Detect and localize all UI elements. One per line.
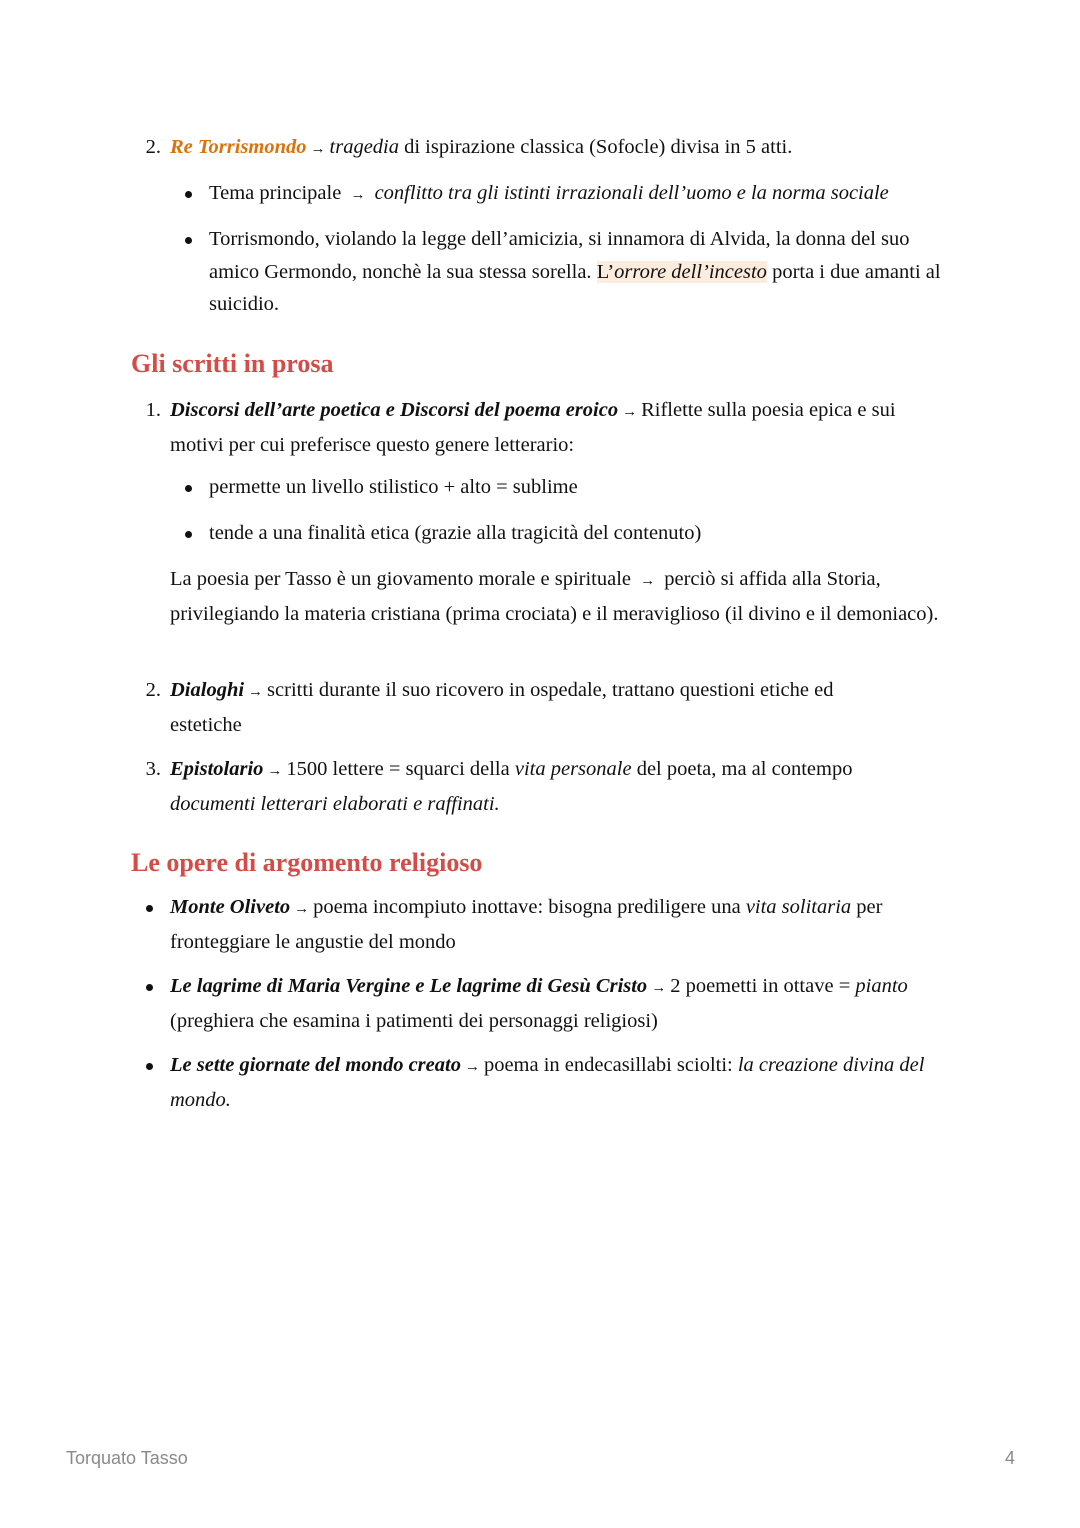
arrow-icon: → (622, 404, 638, 420)
text-run: per fronteggiare le angustie del mondo (170, 896, 883, 953)
text-run: Riflette sulla poesia epica e sui motivi per cui preferisce questo genere letterario: (170, 399, 896, 456)
text-run: La poesia per Tasso è un giovamento morale e spirituale (170, 568, 637, 590)
arrow-icon: → (310, 141, 326, 157)
sub-bullet (209, 517, 949, 550)
text-run: Monte Oliveto (170, 896, 291, 918)
bullet-icon (146, 1063, 153, 1070)
text-run: tende a una finalità etica (grazie alla tragicità del contenuto) (209, 522, 702, 544)
discorsi-item (170, 394, 930, 461)
text-run: Tema principale (209, 182, 347, 204)
text-run: conflitto tra gli istinti irrazionali dell’uomo e la norma sociale (369, 182, 889, 204)
arrow-icon: → (294, 901, 310, 917)
text-run: vita personale (514, 758, 632, 780)
text-run: (preghiera che esamina i patimenti dei personaggi religiosi) (170, 1009, 658, 1032)
arrow-icon: → (267, 763, 283, 779)
plot-bullet (209, 223, 944, 321)
text-run: poema in endecasillabi sciolti: (483, 1054, 738, 1076)
bullet-icon (185, 237, 192, 244)
sub-bullet (209, 471, 949, 504)
text-run: Le lagrime di Maria Vergine e Le lagrime di Gesù Cristo (170, 975, 648, 997)
arrow-icon: → (640, 573, 656, 589)
arrow-icon: → (651, 980, 667, 996)
text-run: Dialoghi (170, 679, 245, 701)
text-run: vita solitaria (745, 896, 852, 918)
list-number: 1. (145, 399, 161, 421)
list-number: 2. (145, 679, 161, 701)
bullet-icon (185, 191, 192, 198)
tema-principale-bullet (209, 177, 969, 212)
text-run: la creazione divina del mondo. (170, 1054, 925, 1111)
text-run: 2 poemetti in ottave = (670, 975, 856, 997)
page-number: 4 (1004, 1448, 1015, 1468)
lagrime-item (170, 970, 920, 1037)
text-run: tragedia (329, 136, 399, 158)
epistolario-item (170, 753, 920, 820)
heading-prose: Gli scritti in prosa (131, 349, 334, 378)
text-run: Epistolario (170, 758, 264, 780)
text-run: L’ (596, 260, 615, 283)
text-run: Re Torrismondo (170, 136, 307, 158)
text-run: Torrismondo, violando la legge dell’amicizia, si innamora di Alvida, la donna del suo amico Germondo, nonchè la sua stessa sorella. (209, 228, 910, 283)
arrow-icon: → (464, 1059, 480, 1075)
text-run: perciò si affida alla Storia, privilegiando la materia cristiana (prima crociata) e il meraviglioso (il divino e il demoniaco). (170, 568, 939, 625)
bullet-icon (185, 531, 192, 538)
text-run: pianto (855, 975, 908, 997)
footer-title: Torquato Tasso (66, 1448, 188, 1468)
text-run: porta i due amanti al suicidio. (209, 260, 941, 315)
bullet-icon (185, 485, 192, 492)
text-run: Discorsi dell’arte poetica e Discorsi del poema eroico (170, 399, 619, 421)
text-run: 1500 lettere = squarci della (286, 758, 515, 780)
re-torrismondo-item (170, 131, 970, 166)
arrow-icon: → (248, 684, 264, 700)
list-number: 2. (145, 136, 161, 158)
bullet-icon (146, 905, 153, 912)
arrow-icon: → (350, 187, 366, 203)
text-run: poema incompiuto inottave: bisogna prediligere una (313, 896, 746, 918)
text-run: del poeta, ma al contempo (631, 758, 853, 780)
text-run: Le sette giornate del mondo creato (170, 1054, 461, 1076)
sette-giornate-item (170, 1049, 960, 1116)
text-run: scritti durante il suo ricovero in ospedale, trattano questioni etiche ed estetiche (170, 679, 834, 736)
bullet-icon (146, 984, 153, 991)
poetry-note (170, 563, 940, 630)
monte-oliveto-item (170, 891, 950, 958)
text-run: permette un livello stilistico + alto = sublime (209, 476, 578, 498)
text-run: orrore dell’incesto (614, 260, 767, 283)
list-number: 3. (145, 758, 161, 780)
text-run: di ispirazione classica (Sofocle) divisa in 5 atti. (398, 136, 793, 158)
text-run: documenti letterari elaborati e raffinati. (170, 792, 500, 815)
heading-religious: Le opere di argomento religioso (131, 848, 483, 877)
dialoghi-item (170, 674, 910, 741)
